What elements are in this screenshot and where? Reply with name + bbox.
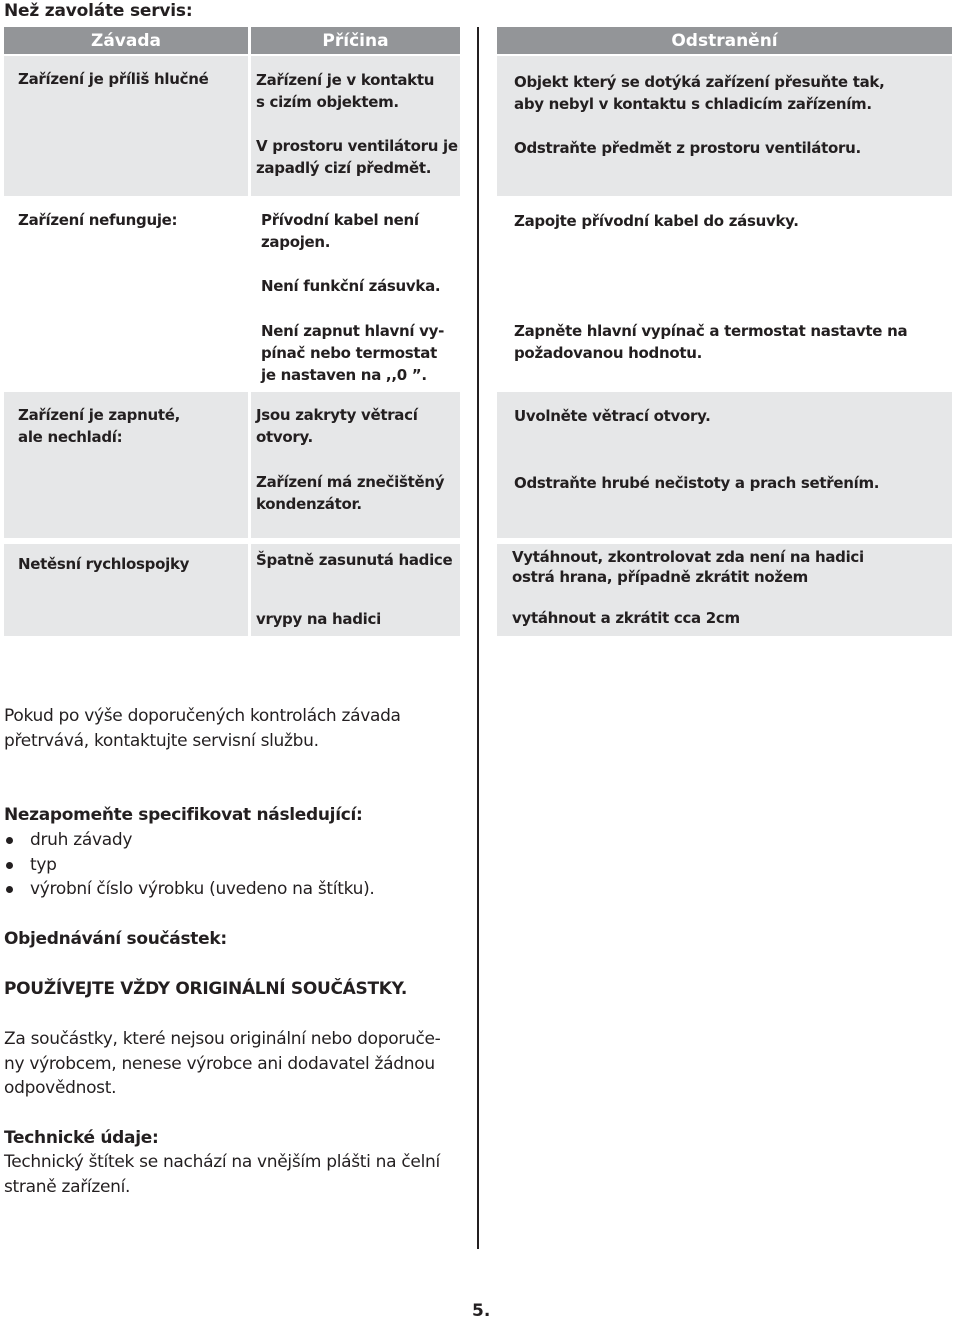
cell-pricina: V prostoru ventilátoru je zapadlý cizí předmět. [256, 137, 458, 177]
ordering-heading: Objednávání součástek: [4, 929, 227, 949]
header-odstraneni: Odstranění [497, 27, 952, 54]
specify-heading: Nezapomeňte specifikovat následující: [4, 805, 363, 825]
cell-zavada: Zařízení nefunguje: [18, 211, 178, 229]
cell-odstraneni: Objekt který se dotýká zařízení přesuňte tak, aby nebyl v kontaktu s chladicím zařízením. [514, 73, 885, 113]
cell-odstraneni: Zapojte přívodní kabel do zásuvky. [514, 212, 799, 230]
tech-paragraph: Technický štítek se nachází na vnějším plášti na čelní straně zařízení. [4, 1152, 440, 1197]
cell-pricina: vrypy na hadici [256, 610, 381, 628]
cell-zavada: Netěsní rychlospojky [18, 555, 190, 573]
cell-pricina: Zařízení má znečištěný kondenzátor. [256, 473, 445, 513]
tech-heading: Technické údaje: [4, 1128, 159, 1148]
page-number: 5. [472, 1301, 491, 1321]
cell-pricina: Jsou zakryty větrací otvory. [256, 406, 418, 446]
cell-odstraneni: vytáhnout a zkrátit cca 2cm [512, 609, 740, 627]
cell-odstraneni: Zapněte hlavní vypínač a termostat nastavte na požadovanou hodnotu. [514, 322, 908, 362]
cell-pricina: Není funkční zásuvka. [261, 277, 441, 295]
service-paragraph: Pokud po výše doporučených kontrolách závada přetrvává, kontaktujte servisní službu. [4, 706, 401, 751]
cell-pricina: Špatně zasunutá hadice [256, 551, 453, 569]
vertical-divider [477, 27, 479, 1249]
header-pricina: Příčina [251, 27, 460, 54]
cell-zavada: Zařízení je příliš hlučné [18, 70, 209, 88]
specify-list [4, 828, 375, 902]
cell-pricina: Zařízení je v kontaktu s cizím objektem. [256, 71, 435, 111]
cell-odstraneni: Odstraňte hrubé nečistoty a prach setřením. [514, 474, 880, 492]
cell-odstraneni: Vytáhnout, zkontrolovat zda není na hadici ostrá hrana, případně zkrátit nožem [512, 548, 864, 586]
cell-odstraneni: Odstraňte předmět z prostoru ventilátoru. [514, 139, 861, 157]
header-zavada: Závada [4, 27, 248, 54]
cell-pricina: Přívodní kabel není zapojen. [261, 211, 419, 251]
cell-pricina: Není zapnut hlavní vy- pínač nebo termostat je nastaven na ,,0 ”. [261, 322, 445, 384]
cell-odstraneni: Uvolněte větrací otvory. [514, 407, 711, 425]
liability-paragraph: Za součástky, které nejsou originální nebo doporuče- ny výrobcem, nenese výrobce ani dodavatel žádnou odpovědnost. [4, 1029, 441, 1098]
page-title: Než zavoláte servis: [4, 1, 193, 21]
list-item: výrobní číslo výrobku (uvedeno na štítku). [4, 877, 375, 902]
list-item: druh závady [4, 828, 375, 853]
original-parts-notice: POUŽÍVEJTE VŽDY ORIGINÁLNÍ SOUČÁSTKY. [4, 979, 408, 999]
cell-zavada: Zařízení je zapnuté, ale nechladí: [18, 406, 181, 446]
list-item: typ [4, 853, 375, 878]
